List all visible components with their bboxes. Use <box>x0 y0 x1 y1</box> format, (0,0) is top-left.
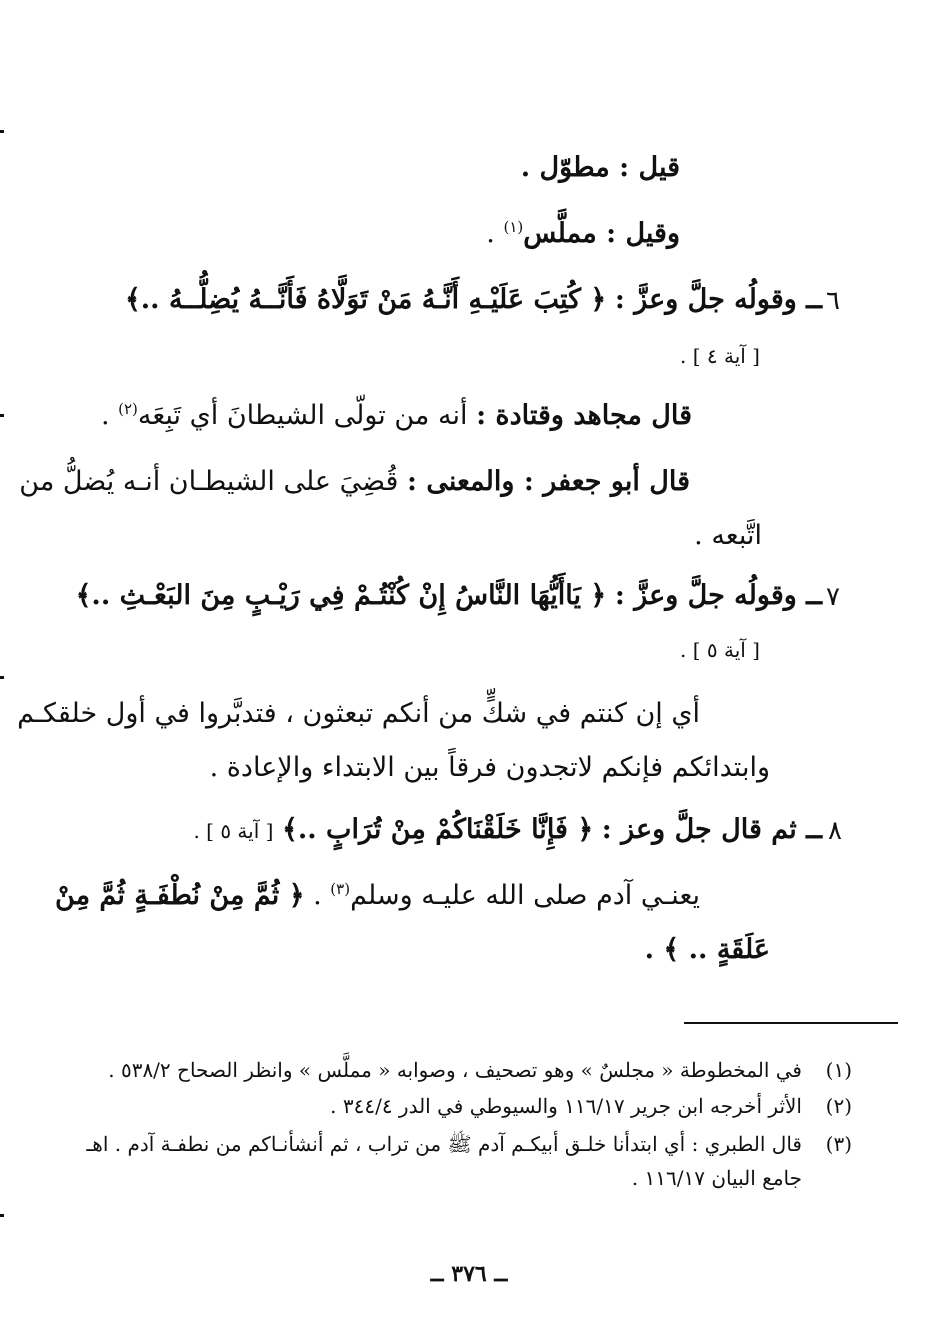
item-number-6: ٦ <box>826 286 840 316</box>
footnote-text-3: قال الطبري : أي ابتدأنا خلـق أبيكـم آدم ﷺ من تراب ، ثم أنشأنـاكم من نطفـة آدم . اهـ <box>86 1132 802 1156</box>
item-8-ayah-ref: [ آية ٥ ] . <box>193 819 274 843</box>
footnote-text-3-cont: جامع البيان ١١٦/١٧ . <box>631 1166 802 1190</box>
text-abu-jafar-body: قُضِيَ على الشيطـان أنـه يُضلُّ من <box>19 466 408 497</box>
text-line-abu-jafar <box>19 466 690 498</box>
text-line-qila <box>521 152 680 184</box>
text-explanation-1: أي إن كنتم في شكٍّ من أنكم تبعثون ، فتدبَّروا في أول خلقكـم <box>17 698 700 729</box>
footnote-text-1: في المخطوطة « مجلسٌ » وهو تصحيف ، وصوابه « مملَّس » وانظر الصحاح ٥٣٨/٢ . <box>108 1058 802 1082</box>
text-mujahid-lead: قال مجاهد وقتادة : <box>476 400 692 431</box>
text-line-explanation-1 <box>17 698 700 730</box>
footnote-ref-2: (٢) <box>118 400 138 418</box>
item-number-8: ٨ <box>828 816 842 846</box>
item-7-ayah-ref: [ آية ٥ ] . <box>680 638 760 662</box>
text-period: . <box>486 218 504 249</box>
text-yani-adam: يعنـي آدم صلى الله عليـه وسلم <box>350 880 700 911</box>
item-7-quote: ﴿ يَاأَيُّهَا النَّاسُ إِنْ كُنْتُـمْ فِي رَيْـبٍ مِنَ البَعْـثِ ..﴾ <box>75 580 607 611</box>
text-line-wa-qila <box>486 218 680 250</box>
item-8-quote: ﴿ فَإِنَّا خَلَقْنَاكُمْ مِنْ تُرَابٍ ..﴾ <box>282 814 594 845</box>
footnote-number-2: (٢) <box>825 1094 852 1118</box>
text-line-explanation-2 <box>210 752 770 784</box>
edge-tick-mark <box>0 130 4 133</box>
text-explanation-2: وابتدائكم فإنكم لاتجدون فرقاً بين الابتداء والإعادة . <box>209 752 770 783</box>
footnote-separator <box>684 1022 898 1024</box>
item-8-line <box>193 814 822 846</box>
text-mujahid-body: أنه من تولّى الشيطانَ أي تَبِعَه <box>137 400 477 431</box>
footnote-text-2: الأثر أخرجه ابن جرير ١١٦/١٧ والسيوطي في الدر ٣٤٤/٤ . <box>330 1094 802 1118</box>
item-7-lead: ــ وقولُه جلَّ وعزَّ : <box>614 580 822 611</box>
text-period: . <box>304 880 331 911</box>
text-wa-qila: وقيل : مملَّس <box>523 218 680 249</box>
text-abu-jafar-lead: قال أبو جعفر : والمعنى : <box>407 466 690 497</box>
text-abu-jafar-cont: اتَّبعه . <box>694 520 762 551</box>
item-number-7: ٧ <box>826 582 840 612</box>
item-6-ayah-ref: [ آية ٤ ] . <box>680 344 760 368</box>
item-6-quote: ﴿ كُتِبَ عَلَيْـهِ أَنَّـهُ مَنْ تَوَلَّاهُ فَأَنَّــهُ يُضِلُّــهُ ..﴾ <box>124 284 607 315</box>
text-yani-quote: ﴿ ثُمَّ مِنْ نُطْفَـةٍ ثُمَّ مِنْ <box>55 880 305 911</box>
text-period: . <box>100 400 119 431</box>
edge-tick-mark <box>0 414 4 417</box>
text-line-abu-jafar-cont <box>694 520 762 552</box>
item-7-line <box>76 580 822 612</box>
footnote-number-1: (١) <box>825 1058 852 1082</box>
edge-tick-mark <box>0 676 4 679</box>
text-line-mujahid <box>101 400 692 432</box>
text-line-yani-cont <box>645 934 770 966</box>
footnote-ref-3: (٣) <box>330 880 351 898</box>
footnote-number-3: (٣) <box>825 1132 852 1156</box>
item-6-lead: ــ وقولُه جلَّ وعزَّ : <box>614 284 822 315</box>
text-line-yani-adam <box>55 880 700 912</box>
footnote-ref-1: (١) <box>503 218 524 236</box>
page-number: ــ ٣٧٦ ــ <box>430 1261 508 1287</box>
text-qila: قيل : مطوّل . <box>520 152 680 183</box>
edge-tick-mark <box>0 1214 4 1217</box>
text-yani-cont: عَلَقَةٍ .. ﴾ . <box>644 934 770 965</box>
item-8-lead: ــ ثم قال جلَّ وعز : <box>601 814 822 845</box>
item-6-line <box>125 284 822 316</box>
